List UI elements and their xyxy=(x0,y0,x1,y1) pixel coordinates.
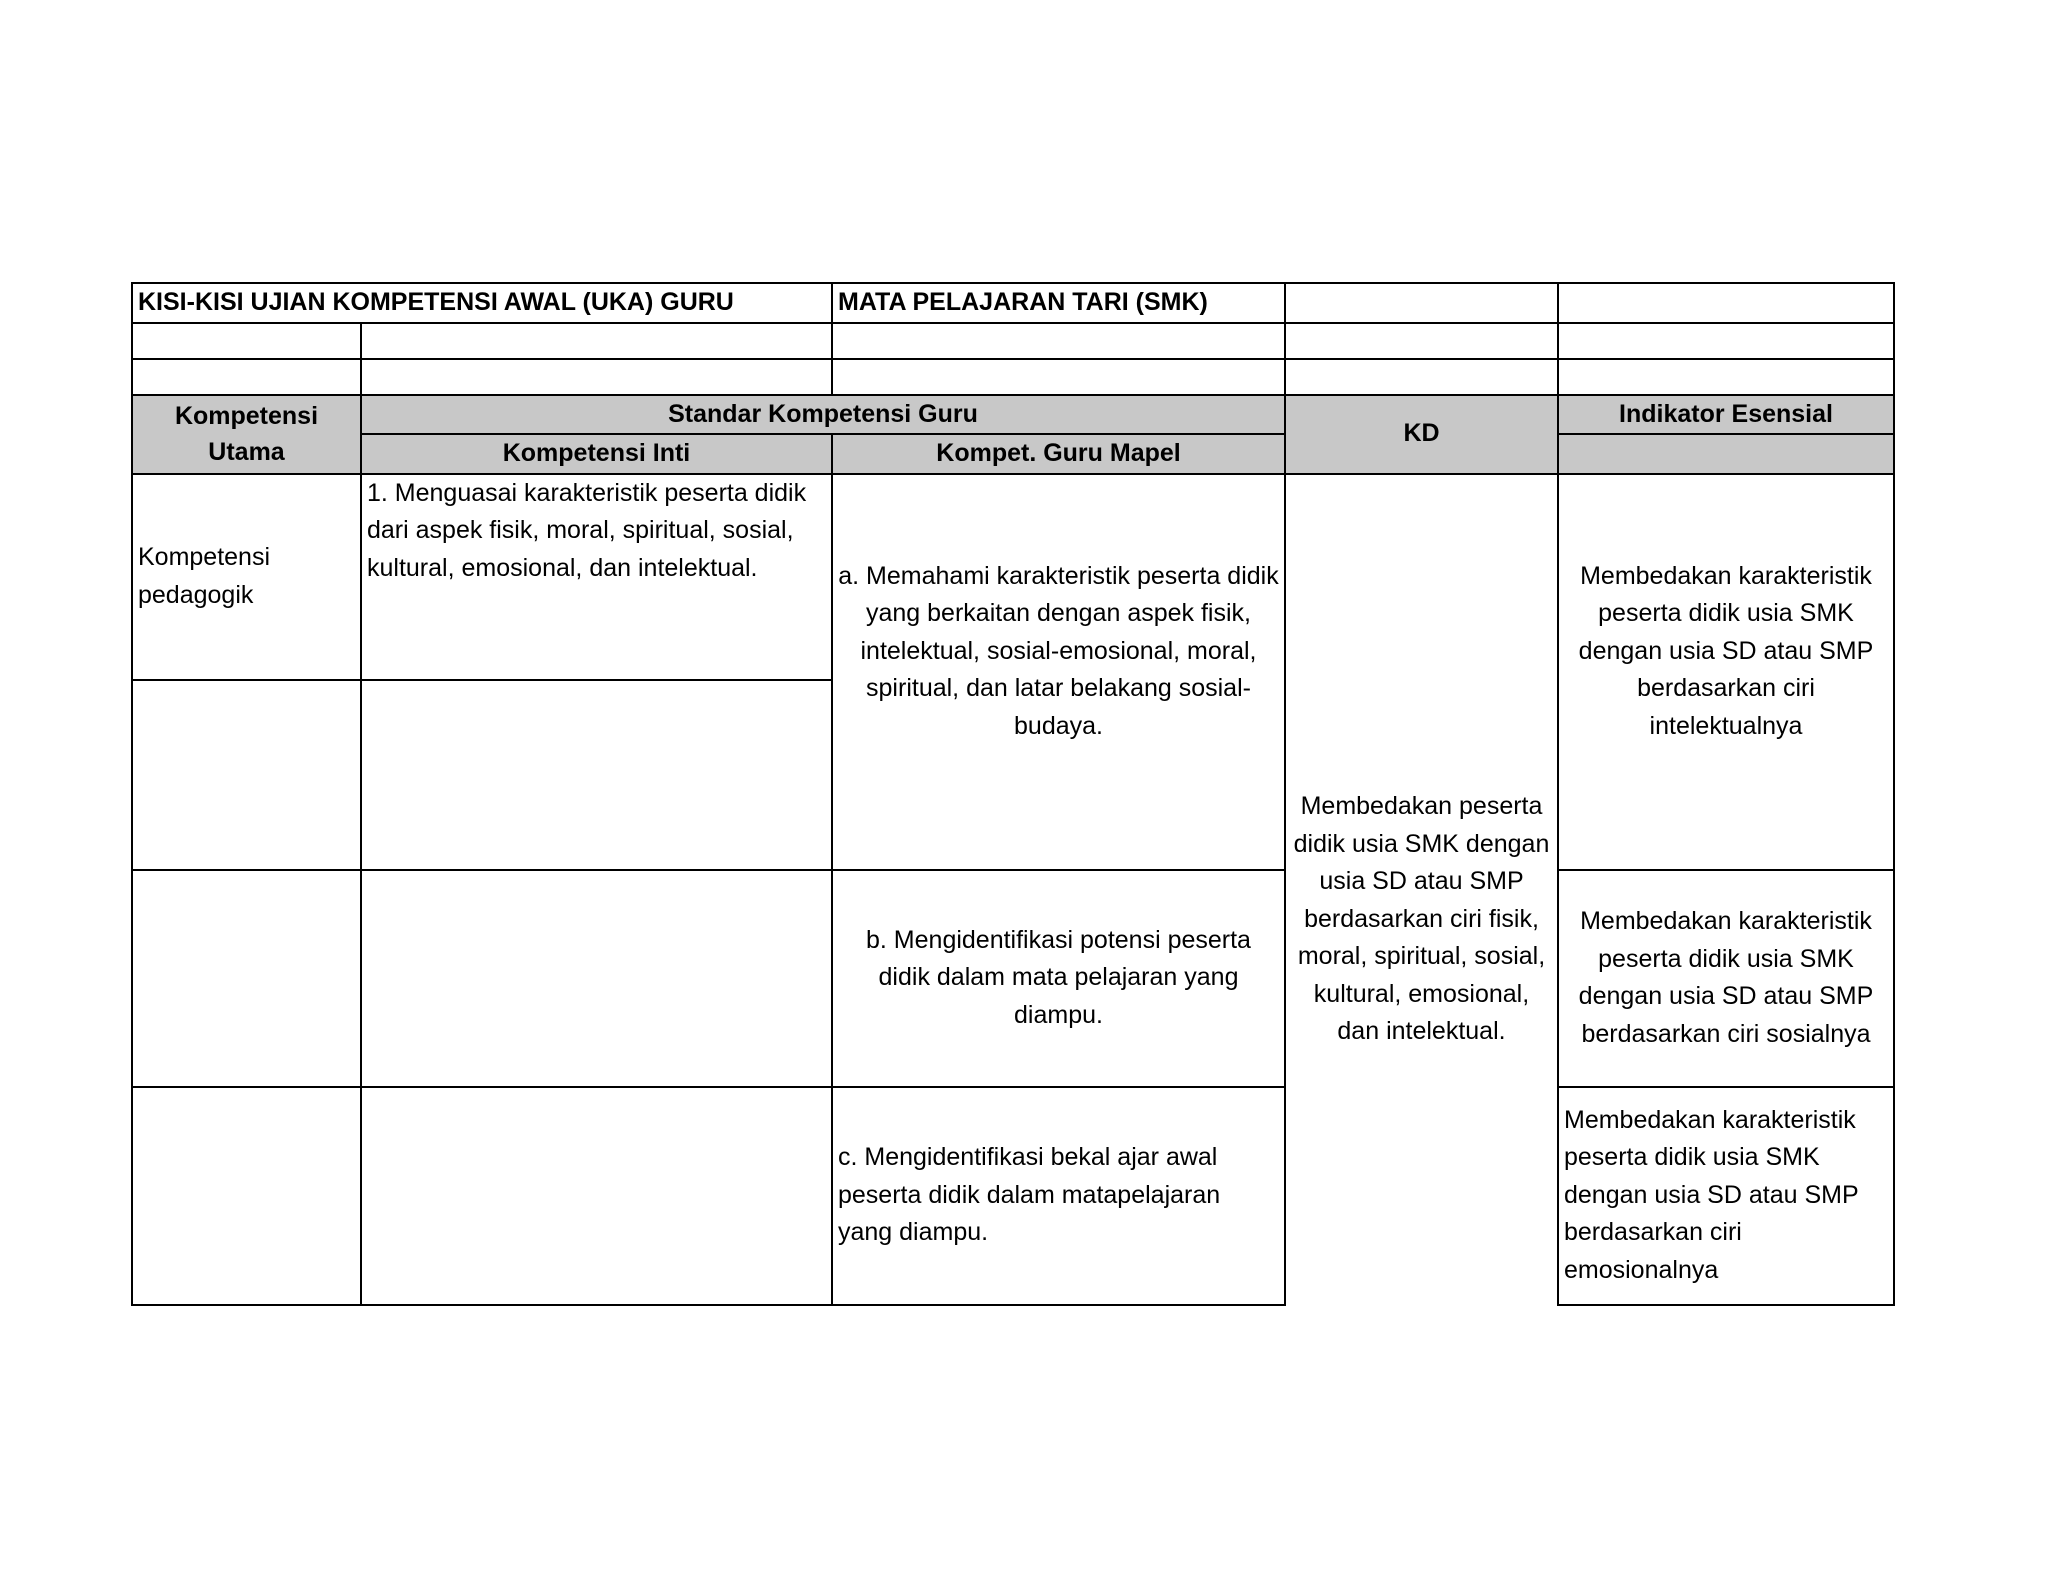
header-standar-kompetensi-guru: Standar Kompetensi Guru xyxy=(361,395,1285,435)
cell-indikator-b: Membedakan karakteristik peserta didik usia SMK dengan usia SD atau SMP berdasarkan ciri sosialnya xyxy=(1558,870,1894,1087)
document-title: KISI-KISI UJIAN KOMPETENSI AWAL (UKA) GURU xyxy=(132,283,832,323)
header-indikator-esensial: Indikator Esensial xyxy=(1558,395,1894,435)
empty-cell xyxy=(132,1087,361,1305)
empty-cell xyxy=(1558,359,1894,395)
cell-kompetensi-inti-1: 1. Menguasai karakteristik peserta didik dari aspek fisik, moral, spiritual, sosial, kultural, emosional, dan intelektual. xyxy=(361,474,832,680)
empty-cell xyxy=(1558,283,1894,323)
title-row xyxy=(132,283,1894,323)
kisi-kisi-table xyxy=(131,282,1895,1306)
cell-indikator-a: Membedakan karakteristik peserta didik usia SMK dengan usia SD atau SMP berdasarkan ciri intelektualnya xyxy=(1558,474,1894,870)
empty-cell xyxy=(361,1087,832,1305)
cell-mapel-c: c. Mengidentifikasi bekal ajar awal peserta didik dalam matapelajaran yang diampu. xyxy=(832,1087,1285,1305)
cell-indikator-c: Membedakan karakteristik peserta didik usia SMK dengan usia SD atau SMP berdasarkan ciri emosionalnya xyxy=(1558,1087,1894,1305)
table-row-b xyxy=(132,870,1894,1087)
header-kd: KD xyxy=(1285,395,1558,474)
header-kompetensi-inti: Kompetensi Inti xyxy=(361,434,832,474)
blank-row xyxy=(132,359,1894,395)
subject-title: MATA PELAJARAN TARI (SMK) xyxy=(832,283,1285,323)
cell-kd: Membedakan peserta didik usia SMK dengan usia SD atau SMP berdasarkan ciri fisik, moral, spiritual, sosial, kultural, emosional, dan intelektual. xyxy=(1285,474,1558,1305)
blank-row xyxy=(132,323,1894,359)
empty-cell xyxy=(361,870,832,1087)
empty-cell xyxy=(132,323,361,359)
empty-cell xyxy=(1558,323,1894,359)
empty-cell xyxy=(1285,323,1558,359)
empty-cell xyxy=(132,680,361,870)
table-row-a-top xyxy=(132,474,1894,680)
header-kompet-guru-mapel: Kompet. Guru Mapel xyxy=(832,434,1285,474)
empty-cell xyxy=(361,323,832,359)
empty-cell xyxy=(132,359,361,395)
empty-cell xyxy=(832,359,1285,395)
header-row-2 xyxy=(132,434,1894,474)
empty-cell xyxy=(361,680,832,870)
empty-cell xyxy=(1285,359,1558,395)
cell-mapel-a: a. Memahami karakteristik peserta didik yang berkaitan dengan aspek fisik, intelektual, sosial-emosional, moral, spiritual, dan latar belakang sosial-budaya. xyxy=(832,474,1285,870)
header-indikator-blank xyxy=(1558,434,1894,474)
table-row-c xyxy=(132,1087,1894,1305)
empty-cell xyxy=(1285,283,1558,323)
cell-mapel-b: b. Mengidentifikasi potensi peserta didik dalam mata pelajaran yang diampu. xyxy=(832,870,1285,1087)
empty-cell xyxy=(832,323,1285,359)
empty-cell xyxy=(132,870,361,1087)
empty-cell xyxy=(361,359,832,395)
header-kompetensi-utama: Kompetensi Utama xyxy=(132,395,361,474)
cell-kompetensi-utama: Kompetensi pedagogik xyxy=(132,474,361,680)
header-row-1 xyxy=(132,395,1894,435)
spreadsheet-page xyxy=(131,282,1893,1294)
